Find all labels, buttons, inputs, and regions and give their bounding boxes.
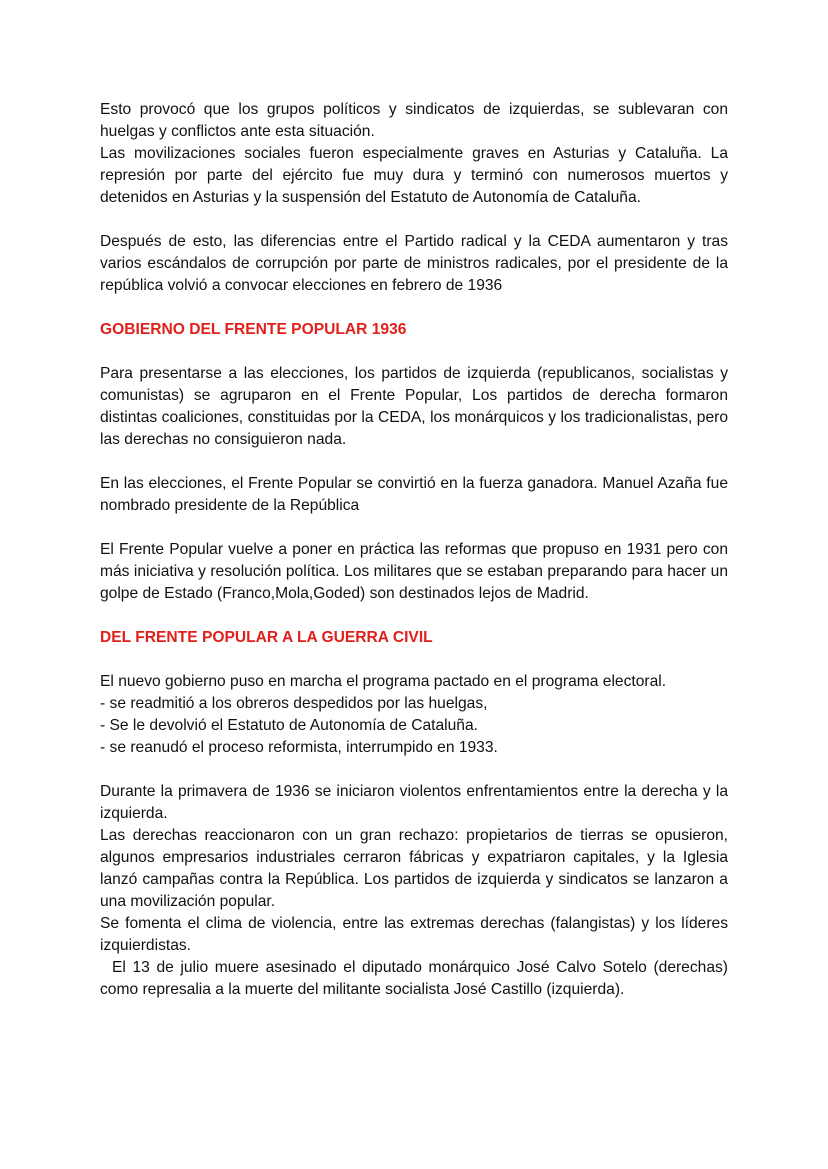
- section1-paragraph-2: En las elecciones, el Frente Popular se convirtió en la fuerza ganadora. Manuel Azaña fue nombrado presidente de la República: [100, 475, 728, 514]
- section1-block-2: [100, 473, 728, 517]
- section1-block-1: [100, 363, 728, 451]
- section2-intro: El nuevo gobierno puso en marcha el programa pactado en el programa electoral.: [100, 673, 667, 690]
- intro-paragraph-2: Las movilizaciones sociales fueron especialmente graves en Asturias y Cataluña. La represión por parte del ejército fue muy dura y terminó con numerosos muertos y detenidos en Asturias y la suspensión del Estatuto de Autonomía de Cataluña.: [100, 145, 728, 206]
- section2-paragraph-2: Las derechas reaccionaron con un gran rechazo: propietarios de tierras se opusieron, algunos empresarios industriales cerraron fábricas y expatriaron capitales, y la Iglesia lanzó campañas contra la República. Los partidos de izquierda y sindicatos se lanzaron a una movilización popular.: [100, 827, 728, 910]
- intro-paragraph-3: Después de esto, las diferencias entre el Partido radical y la CEDA aumentaron y tras varios escándalos de corrupción por parte de ministros radicales, por el presidente de la república volvió a convocar elecciones en febrero de 1936: [100, 233, 728, 294]
- section1-paragraph-1: Para presentarse a las elecciones, los partidos de izquierda (republicanos, socialistas y comunistas) se agruparon en el Frente Popular, Los partidos de derecha formaron distintas coaliciones, constituidas por la CEDA, los monárquicos y los tradicionalistas, pero las derechas no consiguieron nada.: [100, 365, 728, 448]
- section-heading-guerra-civil: DEL FRENTE POPULAR A LA GUERRA CIVIL: [100, 629, 433, 646]
- intro-paragraph-1: Esto provocó que los grupos políticos y sindicatos de izquierdas, se sublevaran con huelgas y conflictos ante esta situación.: [100, 101, 728, 140]
- section1-paragraph-3: El Frente Popular vuelve a poner en práctica las reformas que propuso en 1931 pero con más iniciativa y resolución política. Los militares que se estaban preparando para hacer un golpe de Estado (Franco,Mola,Goded) son destinados lejos de Madrid.: [100, 541, 728, 602]
- section2-paragraph-1: Durante la primavera de 1936 se iniciaron violentos enfrentamientos entre la derecha y la izquierda.: [100, 783, 728, 822]
- list-item: - Se le devolvió el Estatuto de Autonomía de Cataluña.: [100, 717, 478, 734]
- section-heading-frente-popular: GOBIERNO DEL FRENTE POPULAR 1936: [100, 321, 407, 338]
- intro-block: [100, 99, 728, 209]
- section2-paragraph-block: [100, 781, 728, 1001]
- intro-block-2: [100, 231, 728, 297]
- section2-paragraph-4: El 13 de julio muere asesinado el diputado monárquico José Calvo Sotelo (derechas) como represalia a la muerte del militante socialista José Castillo (izquierda).: [100, 959, 728, 998]
- list-item: - se readmitió a los obreros despedidos por las huelgas,: [100, 695, 488, 712]
- section1-block-3: [100, 539, 728, 605]
- document-page: [100, 99, 728, 1023]
- section2-paragraph-3: Se fomenta el clima de violencia, entre las extremas derechas (falangistas) y los líderes izquierdistas.: [100, 915, 728, 954]
- list-item: - se reanudó el proceso reformista, interrumpido en 1933.: [100, 739, 498, 756]
- section2-list-block: [100, 671, 728, 759]
